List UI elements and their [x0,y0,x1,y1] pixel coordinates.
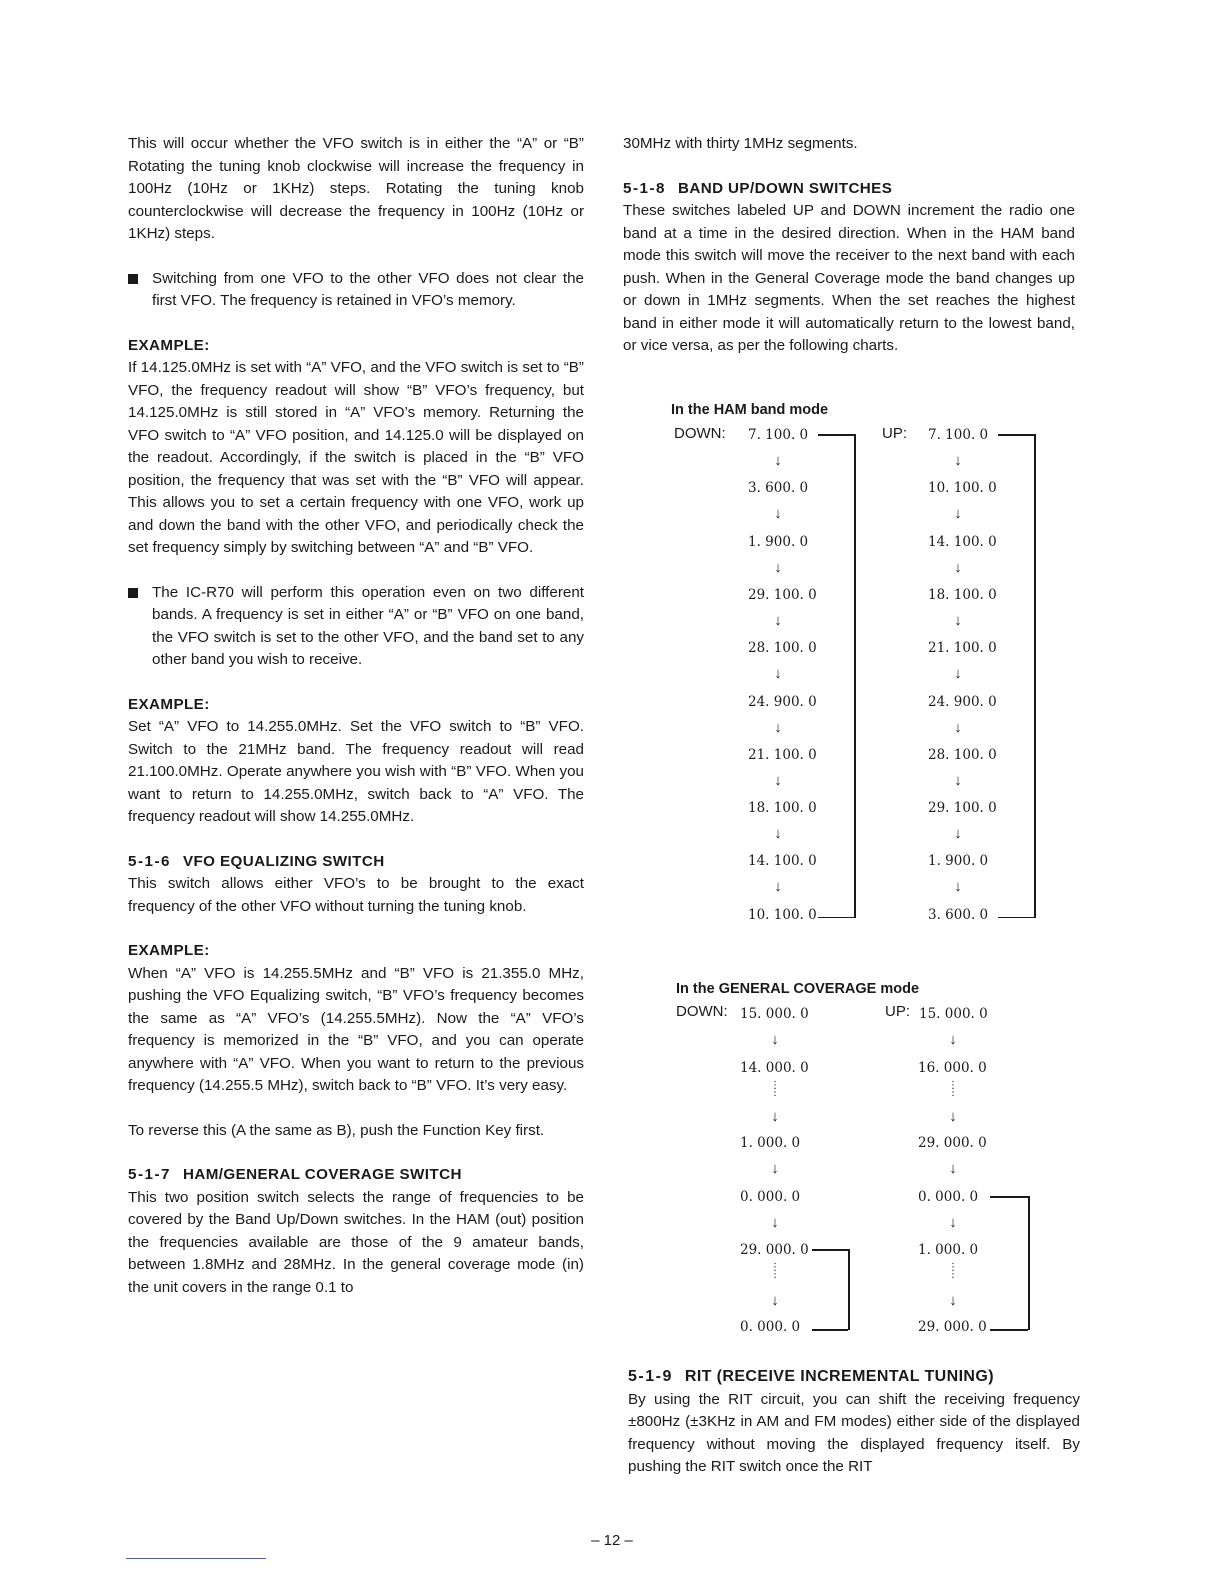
ham-down-label: DOWN: [674,425,726,442]
return-line [848,1249,850,1330]
ham-down-freq: 14. 100. 0 [748,853,817,870]
down-arrow-icon: ↓ [954,878,962,896]
example-3-text: When “A” VFO is 14.255.5MHz and “B” VFO is 21.355.0 MHz, pushing the VFO Equalizing switch, “B” VFO’s frequency becomes the same as “A” VFO’s (14.255.5MHz). Now the “A” VFO’s frequency is memorized in the “B” VFO, and you can operate anywhere with “A” VFO. When you want to return to the previous frequency (14.255.5 MHz), switch back to “B” VFO. It’s very easy. [128,964,584,1094]
example-2-text: Set “A” VFO to 14.255.0MHz. Set the VFO switch to “B” VFO. Switch to the 21MHz band. The frequency readout will read 21.100.0MHz. Operate anywhere you wish with “B” VFO. When you want to return to 14.255.0MHz, switch back to “A” VFO. The frequency readout will show 14.255.0MHz. [128,718,584,825]
ham-down-freq: 7. 100. 0 [748,427,809,443]
return-line [1028,1196,1030,1330]
continuation-text: 30MHz with thirty 1MHz segments. [623,135,858,152]
section-title: RIT (RECEIVE INCREMENTAL TUNING) [684,1368,994,1385]
ham-up-freq: 10. 100. 0 [928,480,997,497]
gen-up-freq: 16. 000. 0 [918,1060,987,1076]
section-number: 5-1-7 [128,1166,171,1183]
section-5-1-7-heading [128,1164,584,1187]
gen-up-freq: 29. 000. 0 [918,1319,987,1335]
gen-down-freq: 1. 000. 0 [740,1135,801,1151]
return-line [812,1249,848,1251]
dotted-arrow-icon: ⋮ ⋮ [948,1080,958,1098]
section-title: BAND UP/DOWN SWITCHES [677,179,893,197]
ham-up-freq: 21. 100. 0 [928,640,997,657]
down-arrow-icon: ↓ [954,665,962,683]
right-column [623,133,1075,358]
return-line [998,434,1034,436]
dotted-arrow-icon: ⋮ ⋮ [770,1262,780,1280]
down-arrow-icon: ↓ [949,1292,957,1309]
ham-up-freq: 1. 900. 0 [928,853,989,870]
section-5-1-6-text: This switch allows either VFO’s to be brought to the exact frequency of the other VFO without turning the tuning knob. [128,875,584,915]
section-5-1-9-text: By using the RIT circuit, you can shift the receiving frequency ±800Hz (±3KHz in AM and FM modes) either side of the displayed frequency without moving the displayed frequency itself. By pushing the RIT switch once the RIT [628,1390,1080,1475]
section-5-1-9-heading [628,1366,1080,1389]
down-arrow-icon: ↓ [774,558,782,576]
gen-down-freq: 0. 000. 0 [740,1189,801,1205]
section-5-1-8-heading [623,178,1075,201]
section-5-1-6-heading [128,851,584,874]
down-arrow-icon: ↓ [771,1108,779,1125]
ham-up-freq: 24. 900. 0 [928,693,997,710]
down-arrow-icon: ↓ [774,771,782,789]
ham-chart-title: In the HAM band mode [671,402,829,418]
return-line [990,1196,1028,1198]
ham-down-freq: 3. 600. 0 [748,480,809,497]
ham-down-freq: 1. 900. 0 [748,533,809,550]
section-5-1-9 [628,1366,1080,1479]
down-arrow-icon: ↓ [949,1108,957,1125]
down-arrow-icon: ↓ [771,1031,779,1048]
down-arrow-icon: ↓ [771,1160,779,1177]
gen-up-freq: 15. 000. 0 [919,1006,988,1022]
ham-down-freq: 18. 100. 0 [748,800,817,817]
ham-up-freq: 28. 100. 0 [928,746,997,763]
section-number: 5-1-6 [128,852,171,870]
down-arrow-icon: ↓ [954,505,962,523]
down-arrow-icon: ↓ [774,718,782,736]
ham-down-freq: 24. 900. 0 [748,693,817,710]
ham-up-label: UP: [882,425,908,442]
return-line [854,434,856,918]
gen-up-freq: 29. 000. 0 [918,1135,987,1151]
return-line [812,1329,848,1331]
page-number: – 12 – [591,1532,633,1549]
down-arrow-icon: ↓ [954,558,962,576]
down-arrow-icon: ↓ [949,1214,957,1231]
ham-down-freq: 21. 100. 0 [748,746,817,763]
ham-up-freq: 7. 100. 0 [928,427,989,443]
gen-up-label: UP: [885,1003,911,1020]
reverse-note: To reverse this (A the same as B), push the Function Key first. [128,1121,545,1139]
gen-down-freq: 14. 000. 0 [740,1060,809,1076]
down-arrow-icon: ↓ [949,1031,957,1048]
gen-up-freq: 1. 000. 0 [918,1242,979,1258]
bullet-two-bands: The IC-R70 will perform this operation even on two different bands. A frequency is set in either “A” or “B” VFO on one band, the VFO switch is set to the other VFO, and the band set to any other band you wish to receive. [128,582,584,672]
section-number: 5-1-9 [628,1368,673,1385]
section-title: VFO EQUALIZING SWITCH [182,852,385,870]
down-arrow-icon: ↓ [954,611,962,629]
down-arrow-icon: ↓ [949,1160,957,1177]
down-arrow-icon: ↓ [774,611,782,629]
example-2-label: EXAMPLE: [128,695,210,713]
ham-down-freq: 10. 100. 0 [748,906,817,923]
gen-chart-title: In the GENERAL COVERAGE mode [676,981,920,997]
down-arrow-icon: ↓ [954,825,962,843]
gen-down-label: DOWN: [676,1003,728,1020]
ham-down-freq: 28. 100. 0 [748,640,817,657]
ham-up-freq: 14. 100. 0 [928,533,997,550]
ham-up-freq: 18. 100. 0 [928,586,997,603]
ham-up-freq: 29. 100. 0 [928,800,997,817]
down-arrow-icon: ↓ [774,665,782,683]
down-arrow-icon: ↓ [774,505,782,523]
down-arrow-icon: ↓ [771,1214,779,1231]
gen-down-freq: 29. 000. 0 [740,1242,809,1258]
down-arrow-icon: ↓ [774,825,782,843]
gen-down-freq: 0. 000. 0 [740,1319,801,1335]
down-arrow-icon: ↓ [774,452,782,469]
ham-down-freq: 29. 100. 0 [748,586,817,603]
left-column [128,133,584,1299]
section-5-1-8-text: These switches labeled UP and DOWN increment the radio one band at a time in the desired direction. When in the HAM band mode this switch will move the receiver to the next band with each push. When in the General Coverage mode the band changes up or down in 1MHz segments. When the set reaches the highest band in either mode it will automatically return to the lowest band, or vice versa, as per the following charts. [623,202,1075,354]
return-line [990,1329,1028,1331]
down-arrow-icon: ↓ [954,452,962,469]
down-arrow-icon: ↓ [954,771,962,789]
dotted-arrow-icon: ⋮ ⋮ [948,1262,958,1280]
bullet-vfo-retained: Switching from one VFO to the other VFO does not clear the first VFO. The frequency is retained in VFO’s memory. [128,268,584,313]
ham-up-freq: 3. 600. 0 [928,906,989,923]
bottom-rule [126,1558,266,1559]
intro-paragraph: This will occur whether the VFO switch is in either the “A” or “B” Rotating the tuning knob clockwise will increase the frequency in 100Hz (10Hz or 1KHz) steps. Rotating the tuning knob counterclockwise will decrease the frequency in 100Hz (10Hz or 1KHz) steps. [128,135,584,242]
gen-up-freq: 0. 000. 0 [918,1189,979,1205]
return-line [818,434,854,436]
section-5-1-7-text: This two position switch selects the range of frequencies to be covered by the Band Up/Down switches. In the HAM (out) position the frequencies available are those of the 9 amateur bands, between 1.8MHz and 28MHz. In the general coverage mode (in) the unit covers in the range 0.1 to [128,1188,584,1296]
return-line [998,917,1034,919]
example-1-label: EXAMPLE: [128,336,210,354]
down-arrow-icon: ↓ [771,1292,779,1309]
example-3-label: EXAMPLE: [128,942,210,959]
return-line [818,917,854,919]
return-line [1034,434,1036,918]
gen-down-freq: 15. 000. 0 [740,1006,809,1022]
section-number: 5-1-8 [623,179,666,197]
down-arrow-icon: ↓ [954,718,962,736]
section-title: HAM/GENERAL COVERAGE SWITCH [182,1166,462,1183]
down-arrow-icon: ↓ [774,878,782,896]
example-1-text: If 14.125.0MHz is set with “A” VFO, and the VFO switch is set to “B” VFO, the frequency readout will show “B” VFO’s frequency, but 14.125.0MHz is still stored in “A” VFO’s memory. Returning the VFO switch to “A” VFO position, and 14.125.0 will be displayed on the readout. Accordingly, if the switch is placed in the “B” VFO position, the frequency that was set with the “B” VFO will appear. This allows you to set a certain frequency with one VFO, work up and down the band with the other VFO, and periodically check the set frequency simply by switching between “A” and “B” VFO. [128,359,584,556]
dotted-arrow-icon: ⋮ ⋮ [770,1080,780,1098]
